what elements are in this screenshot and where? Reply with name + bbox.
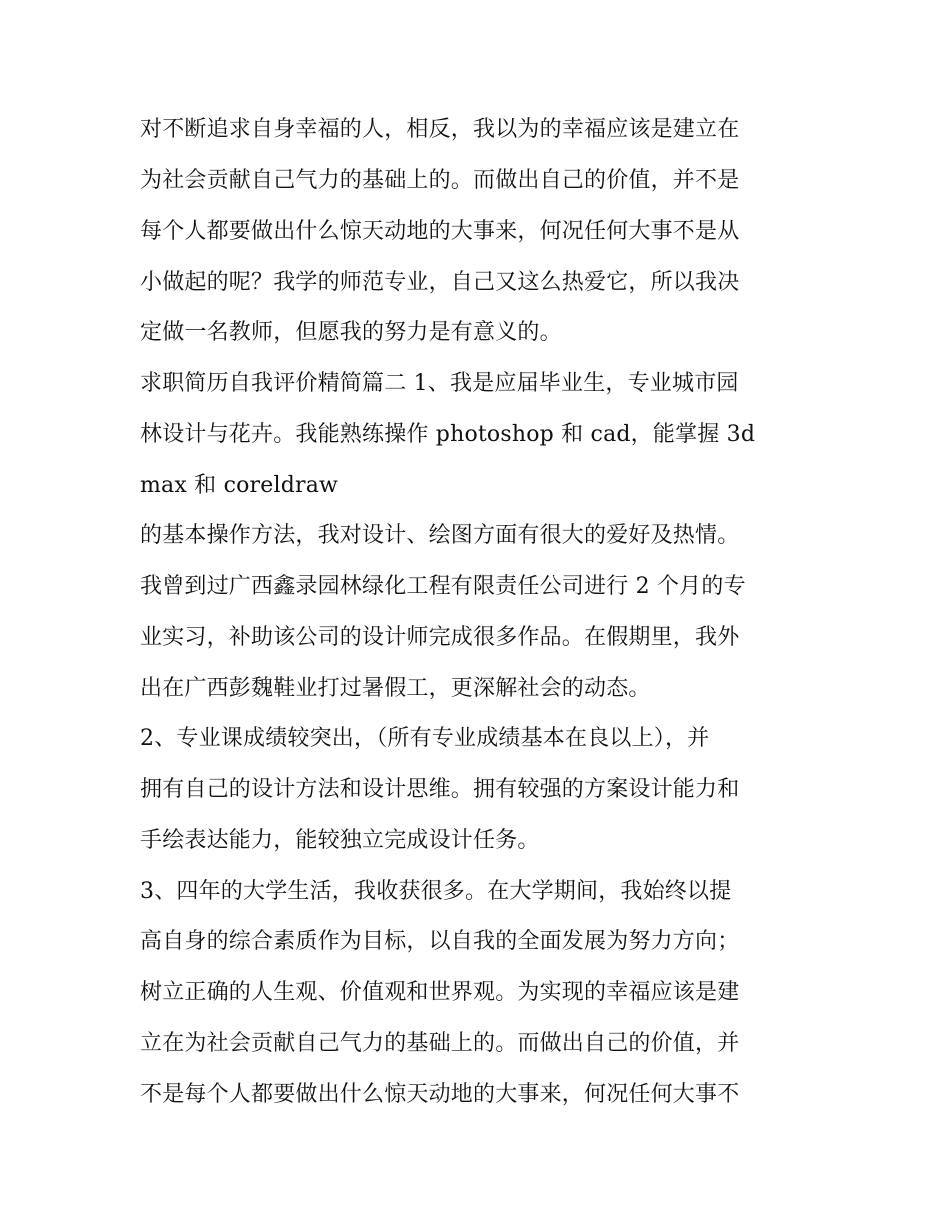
text-line: 林设计与花卉。我能熟练操作 photoshop 和 cad，能掌握 3d	[140, 422, 756, 447]
text-line: 手绘表达能力，能较独立完成设计任务。	[140, 828, 540, 853]
text-line: 立在为社会贡献自己气力的基础上的。而做出自己的价值，并	[140, 1031, 740, 1056]
text-line: 拥有自己的设计方法和设计思维。拥有较强的方案设计能力和	[140, 777, 740, 802]
text-line: 求职简历自我评价精简篇二 1、我是应届毕业生，专业城市园	[140, 371, 739, 396]
text-line: 定做一名教师，但愿我的努力是有意义的。	[140, 320, 562, 345]
text-line: 对不断追求自身幸福的人，相反，我以为的幸福应该是建立在	[140, 117, 740, 142]
text-line: 的基本操作方法，我对设计、绘图方面有很大的爱好及热情。	[140, 523, 740, 548]
text-line: max 和 coreldraw	[140, 473, 339, 498]
text-line: 高自身的综合素质作为目标，以自我的全面发展为努力方向；	[140, 929, 740, 954]
text-line: 每个人都要做出什么惊天动地的大事来，何况任何大事不是从	[140, 219, 740, 244]
text-line: 树立正确的人生观、价值观和世界观。为实现的幸福应该是建	[140, 980, 740, 1005]
text-line: 为社会贡献自己气力的基础上的。而做出自己的价值，并不是	[140, 168, 740, 193]
text-line: 我曾到过广西鑫录园林绿化工程有限责任公司进行 2 个月的专	[140, 574, 746, 599]
text-line: 3、四年的大学生活，我收获很多。在大学期间，我始终以提	[140, 879, 732, 904]
text-line: 小做起的呢？我学的师范专业，自己又这么热爱它，所以我决	[140, 270, 740, 295]
text-line: 业实习，补助该公司的设计师完成很多作品。在假期里，我外	[140, 625, 740, 650]
text-line: 2、专业课成绩较突出，（所有专业成绩基本在良以上），并	[140, 726, 710, 751]
text-line: 不是每个人都要做出什么惊天动地的大事来，何况任何大事不	[140, 1082, 740, 1107]
text-line: 出在广西彭魏鞋业打过暑假工，更深解社会的动态。	[140, 676, 651, 701]
